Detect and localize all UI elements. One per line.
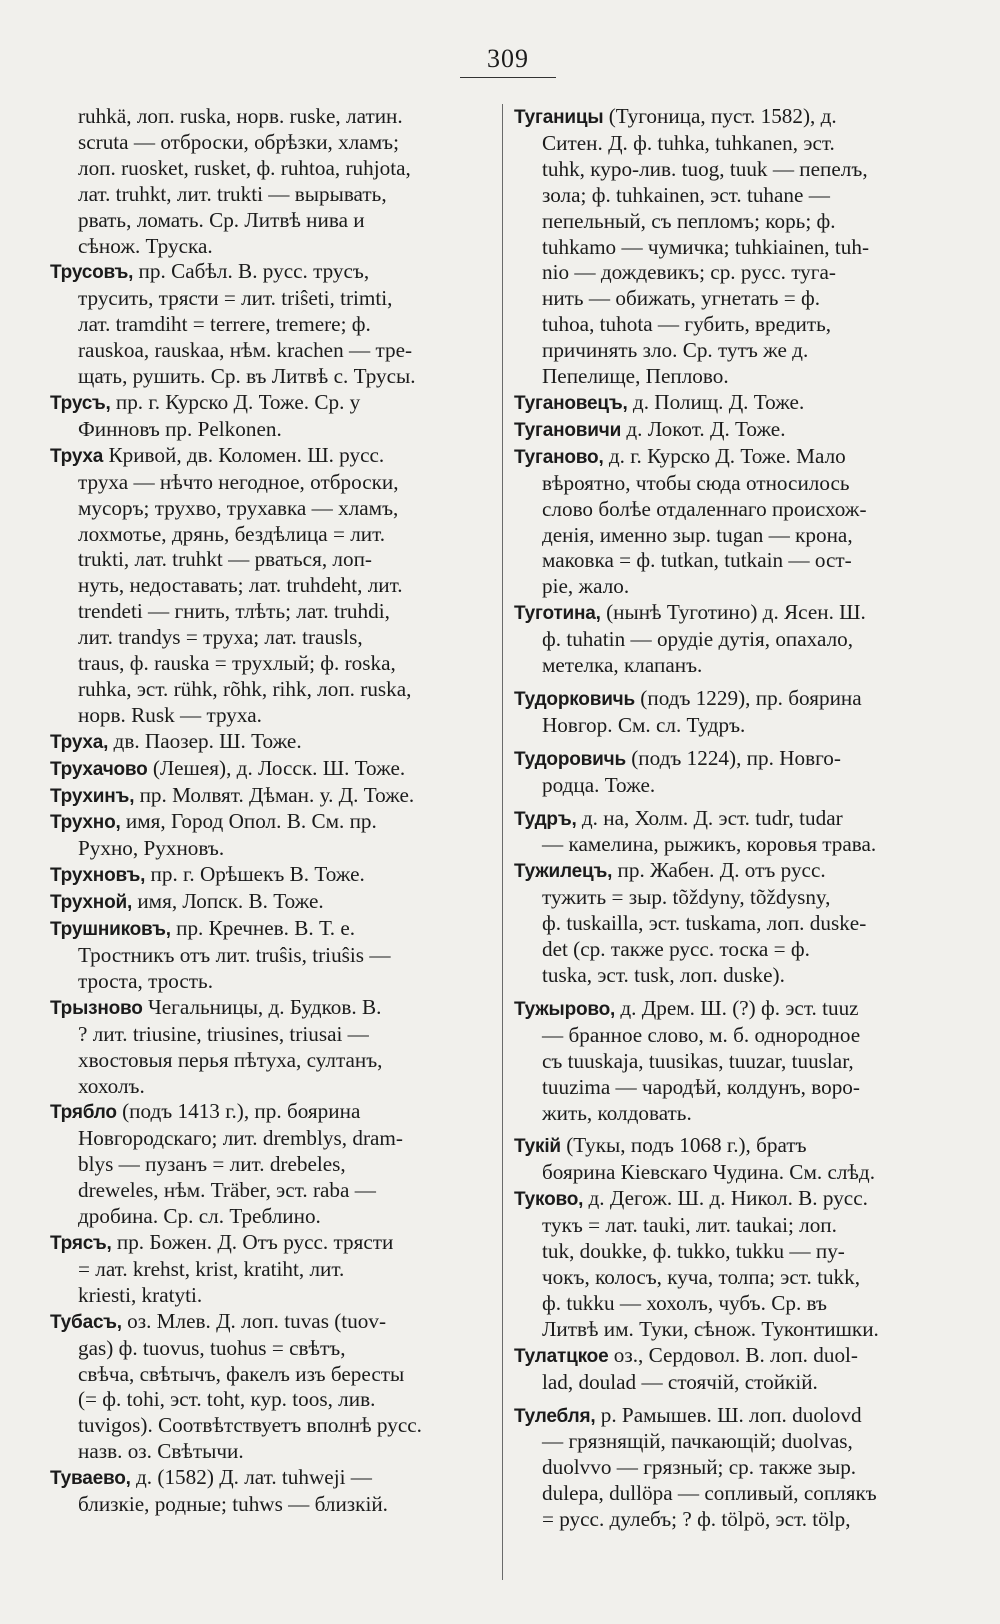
entry-text: ? лит. triusine, triusines, triusai — — [78, 1021, 369, 1046]
text-line — [514, 574, 918, 600]
entry-headword: Трусовъ, — [50, 262, 134, 284]
text-line — [514, 1213, 918, 1239]
entry-headword: Трусъ, — [50, 392, 111, 414]
text-line — [50, 969, 454, 995]
entry-text: (подъ 1229), пр. боярина — [635, 685, 862, 710]
text-line — [514, 183, 918, 209]
entry-text: д. Дрем. Ш. (?) ф. эст. tuuz — [615, 995, 859, 1020]
entry-line — [514, 746, 918, 773]
entry-headword: Тужырово, — [514, 998, 616, 1020]
entry-text: нить — обижать, угнетать = ф. — [542, 286, 820, 311]
text-line — [514, 937, 918, 963]
right-column — [514, 104, 918, 1533]
entry-text: д. Локот. Д. Тоже. — [621, 416, 786, 441]
entry-text: ruhka, эст. rühk, rõhk, rihk, лоп. ruska, — [78, 676, 412, 701]
entry-line — [514, 417, 918, 444]
text-line — [514, 773, 918, 799]
entry-text: Тростникъ отъ лит. truŝis, triuŝis — — [78, 943, 391, 967]
entry-line — [50, 889, 454, 916]
entry-text: д. на, Холм. Д. эст. tudr, tudar — [576, 805, 843, 830]
text-line — [514, 911, 918, 937]
entry-line — [50, 1465, 454, 1492]
entry-text: слово болѣе отдаленнаго происхож- — [542, 496, 867, 521]
entry-text: duolvvo — грязный; ср. также зыр. — [542, 1455, 857, 1480]
text-line — [514, 364, 918, 390]
entry-line — [50, 783, 454, 810]
entry-line — [50, 809, 454, 836]
entry-line — [50, 916, 454, 943]
text-line — [514, 627, 918, 653]
entry-text: Новгор. См. сл. Тудръ. — [542, 712, 746, 737]
text-line — [50, 943, 454, 969]
entry-headword: Трызново — [50, 997, 143, 1019]
entry-text: Финновъ пр. Pelkonen. — [78, 416, 282, 441]
entry-text: Чегальницы, д. Будков. В. — [142, 994, 382, 1019]
entry-text: ріе, жало. — [542, 574, 630, 599]
text-line — [50, 677, 454, 703]
text-line — [514, 1317, 918, 1343]
entry-text: Рухно, Рухновъ. — [78, 836, 225, 861]
text-line — [514, 497, 918, 523]
entry-text: мусоръ; трухво, трухавка — хламъ, — [78, 495, 399, 520]
entry-text: троста, трость. — [78, 968, 214, 993]
text-line — [50, 1022, 454, 1048]
text-line — [514, 1429, 918, 1455]
entry-line — [514, 600, 918, 627]
entry-text: д. Дегож. Ш. д. Никол. В. русс. — [583, 1186, 868, 1211]
entry-text: пр. Кречнев. В. Т. е. — [170, 916, 356, 941]
text-line — [514, 1023, 918, 1049]
entry-text: р. Рамышев. Ш. лоп. duolovd — [595, 1402, 862, 1427]
text-line — [514, 885, 918, 911]
entry-headword: Тудорковичь — [514, 688, 635, 710]
text-line — [514, 286, 918, 312]
text-line — [50, 312, 454, 338]
entry-line — [50, 1099, 454, 1126]
entry-line — [50, 995, 454, 1022]
entry-text: ф. tuhatin — орудіе дутія, опахало, — [542, 627, 854, 652]
entry-text: dreweles, нѣм. Träber, эст. raba — — [78, 1178, 376, 1203]
entry-text: (подъ 1413 г.), пр. боярина — [116, 1099, 361, 1124]
entry-headword: Туково, — [514, 1189, 584, 1211]
entry-text: det (ср. также русс. тоска = ф. — [542, 937, 810, 962]
entry-text: назв. оз. Свѣтычи. — [78, 1439, 244, 1464]
entry-text: tuvigos). Соотвѣтствуетъ вполнѣ русс. — [78, 1413, 422, 1438]
text-line — [514, 1101, 918, 1127]
entry-text: = лат. krehst, krist, kratiht, лит. — [78, 1256, 345, 1281]
entry-text: ф. tuskailla, эст. tuskama, лоп. duske- — [542, 911, 867, 936]
entry-text: лат. tramdiht = terrere, tremere; ф. — [78, 312, 371, 337]
entry-text: lad, doulad — стоячій, стойкій. — [542, 1369, 818, 1394]
text-line — [50, 573, 454, 599]
entry-text: nio — дождевикъ; ср. русс. туга- — [542, 260, 836, 285]
text-line — [50, 1074, 454, 1100]
entry-line — [50, 1230, 454, 1257]
entry-line — [50, 756, 454, 783]
text-line — [50, 496, 454, 522]
entry-text: пр. г. Курско Д. Тоже. Ср. у — [110, 389, 361, 414]
entry-text: оз. Млев. Д. лоп. tuvas (tuov- — [121, 1308, 387, 1333]
entry-headword: Туготина, — [514, 603, 601, 625]
text-line — [50, 234, 454, 260]
text-line — [50, 130, 454, 156]
entry-headword: Трухинъ, — [50, 785, 135, 807]
entry-headword: Трушниковъ, — [50, 919, 171, 941]
entry-text: dulepa, dullöpa — сопливый, соплякъ — [542, 1481, 877, 1506]
text-line — [514, 260, 918, 286]
entry-text: Пепелище, Пеплово. — [542, 364, 729, 389]
text-line — [50, 208, 454, 234]
entry-text: съ tuuskaja, tuusikas, tuuzar, tuuslar, — [542, 1048, 854, 1073]
entry-text: маковка = ф. tutkan, tutkain — ост- — [542, 548, 852, 573]
entry-text: Новгородскаго; лит. dremblys, dram- — [78, 1126, 403, 1151]
header-rule — [460, 77, 556, 78]
text-line — [50, 1283, 454, 1309]
entry-line — [514, 104, 918, 131]
entry-headword: Тулебля, — [514, 1405, 596, 1427]
text-line — [50, 522, 454, 548]
entry-text: лоп. ruosket, rusket, ф. ruhtoa, ruhjota, — [78, 155, 411, 180]
entry-text: (Тугоница, пуст. 1582), д. — [603, 104, 837, 128]
entry-text: tuhoa, tuhota — губить, вредить, — [542, 312, 832, 337]
text-line — [514, 653, 918, 679]
entry-text: лохмотье, дрянь, бездѣлица = лит. — [78, 521, 386, 546]
entry-text: scruta — отброски, обрѣзки, хламъ; — [78, 129, 399, 154]
entry-headword: Тукій — [514, 1136, 561, 1158]
entry-line — [50, 443, 454, 470]
entry-text: пр. г. Орѣшекъ В. Тоже. — [145, 862, 365, 887]
text-line — [514, 157, 918, 183]
text-line — [514, 548, 918, 574]
entry-text: имя, Лопск. В. Тоже. — [132, 889, 324, 914]
text-line — [50, 364, 454, 390]
text-line — [514, 1049, 918, 1075]
entry-text: ruhkä, лоп. ruska, норв. ruske, латин. — [78, 104, 403, 128]
entry-headword: Тужилецъ, — [514, 861, 613, 883]
text-line — [514, 1160, 918, 1186]
text-line — [50, 286, 454, 312]
text-line — [514, 832, 918, 858]
text-line — [514, 1265, 918, 1291]
entry-headword: Тулатцкое — [514, 1345, 609, 1367]
entry-line — [50, 390, 454, 417]
page-number: 309 — [487, 44, 529, 73]
entry-text: денія, именно зыр. tugan — крона, — [542, 522, 853, 547]
entry-text: рвать, ломать. Ср. Литвѣ нива и — [78, 207, 365, 232]
entry-line — [514, 444, 918, 471]
text-line — [50, 1362, 454, 1388]
entry-text: труха — нѣчто негодное, отброски, — [78, 469, 399, 494]
text-line — [514, 1239, 918, 1265]
text-line — [514, 1291, 918, 1317]
entry-text: (Лешея), д. Лосск. Ш. Тоже. — [147, 755, 406, 780]
entry-text: — бранное слово, м. б. однородное — [542, 1022, 861, 1047]
entry-headword: Трухновъ, — [50, 865, 146, 887]
text-line — [50, 599, 454, 625]
entry-text: trendeti — гнить, тлѣть; лат. truhdi, — [78, 599, 390, 624]
entry-text: тужить = зыр. tõždyny, tõždysny, — [542, 885, 831, 910]
entry-text: Литвѣ им. Туки, сѣнож. Туконтишки. — [542, 1316, 879, 1341]
entry-text: Ситен. Д. ф. tuhka, tuhkanen, эст. — [542, 130, 835, 155]
text-line — [514, 523, 918, 549]
entry-text: свѣча, свѣтычъ, факелъ изъ бересты — [78, 1361, 405, 1386]
text-line — [514, 1075, 918, 1101]
entry-headword: Трябло — [50, 1102, 117, 1124]
entry-text: зола; ф. tuhkainen, эст. tuhane — — [542, 182, 830, 207]
text-line — [50, 1492, 454, 1518]
entry-headword: Тудръ, — [514, 808, 577, 830]
entry-headword: Туганицы — [514, 107, 604, 128]
entry-line — [514, 1133, 918, 1160]
entry-text: ф. tukku — хохолъ, чубъ. Ср. въ — [542, 1290, 827, 1315]
entry-line — [50, 259, 454, 286]
entry-text: пр. Жабен. Д. отъ русс. — [612, 858, 826, 883]
entry-text: gas) ф. tuovus, tuohus = свѣтъ, — [78, 1335, 346, 1360]
text-line — [50, 1204, 454, 1230]
entry-text: трусить, трясти = лит. triŝeti, trimti, — [78, 286, 393, 311]
entry-text: tuk, doukke, ф. tukko, tukku — пу- — [542, 1239, 845, 1264]
entry-line — [50, 862, 454, 889]
entry-text: kriesti, kratyti. — [78, 1282, 203, 1307]
entry-text: хвостовыя перья пѣтуха, султанъ, — [78, 1047, 383, 1072]
entry-line — [50, 729, 454, 756]
text-line — [50, 625, 454, 651]
text-line — [50, 547, 454, 573]
entry-text: близкіе, родные; tuhws — близкій. — [78, 1492, 388, 1517]
entry-text: blys — пузанъ = лит. drebeles, — [78, 1152, 346, 1177]
entry-text: — камелина, рыжикъ, коровья трава. — [542, 832, 877, 857]
entry-text: жить, колдовать. — [542, 1100, 692, 1125]
entry-text: оз., Сердовол. В. лоп. duol- — [608, 1342, 858, 1367]
entry-headword: Тугановецъ, — [514, 392, 628, 414]
entry-text: tuhk, куро-лив. tuog, tuuk — пепелъ, — [542, 156, 868, 181]
entry-headword: Тудоровичь — [514, 748, 626, 770]
text-line — [50, 1178, 454, 1204]
text-line — [50, 703, 454, 729]
entry-headword: Труха — [50, 445, 104, 467]
entry-text: вѣроятно, чтобы сюда относилось — [542, 470, 850, 495]
entry-text: (нынѣ Туготино) д. Ясен. Ш. — [600, 600, 866, 625]
text-line — [514, 312, 918, 338]
text-line — [50, 470, 454, 496]
entry-text: (= ф. tohi, эст. toht, кур. toos, лив. — [78, 1387, 376, 1412]
text-line — [50, 1439, 454, 1465]
text-line — [50, 836, 454, 862]
entry-text: (подъ 1224), пр. Новго- — [625, 745, 841, 770]
entry-text: дробина. Ср. сл. Треблино. — [78, 1204, 321, 1229]
entry-text: тукъ = лат. tauki, лит. taukai; лоп. — [542, 1213, 837, 1238]
entry-text: боярина Кіевскаго Чудина. См. слѣд. — [542, 1160, 875, 1185]
text-line — [50, 182, 454, 208]
text-line — [514, 209, 918, 235]
entry-text: д. г. Курско Д. Тоже. Мало — [603, 443, 846, 468]
entry-line — [514, 686, 918, 713]
entry-text: tuhkamo — чумичка; tuhkiainen, tuh- — [542, 234, 870, 259]
entry-text: д. Полищ. Д. Тоже. — [627, 389, 805, 414]
entry-text: rauskoa, rauskaa, нѣм. krachen — тре- — [78, 338, 413, 363]
text-line — [514, 1507, 918, 1533]
entry-text: дв. Паозер. Ш. Тоже. — [108, 728, 302, 753]
entry-headword: Трухной, — [50, 892, 133, 914]
entry-headword: Тубасъ, — [50, 1311, 122, 1333]
text-line — [514, 1455, 918, 1481]
text-line — [514, 235, 918, 261]
entry-text: родца. Тоже. — [542, 772, 656, 797]
entry-headword: Трясъ, — [50, 1232, 112, 1254]
text-line — [514, 1481, 918, 1507]
entry-text: (Тукы, подъ 1068 г.), братъ — [560, 1133, 807, 1158]
text-line — [50, 1152, 454, 1178]
entry-text: хохолъ. — [78, 1073, 145, 1098]
entry-line — [514, 996, 918, 1023]
entry-text: д. (1582) Д. лат. tuhweji — — [130, 1465, 372, 1490]
entry-line — [514, 390, 918, 417]
entry-text: пр. Сабѣл. В. русс. трусъ, — [133, 259, 370, 284]
entry-headword: Труха, — [50, 731, 109, 753]
entry-text: сѣнож. Труска. — [78, 233, 213, 258]
left-column — [50, 104, 454, 1518]
entry-text: лит. trandys = труха; лат. trausls, — [78, 625, 363, 650]
entry-line — [50, 1309, 454, 1336]
entry-text: = русс. дулебъ; ? ф. tölpö, эст. tölp, — [542, 1507, 851, 1532]
entry-text: — грязнящій, пачкающій; duolvas, — [542, 1429, 853, 1454]
entry-text: traus, ф. rauska = трухлый; ф. roska, — [78, 651, 396, 676]
entry-text: нуть, недоставать; лат. truhdeht, лит. — [78, 573, 403, 598]
entry-text: лат. truhkt, лит. trukti — вырывать, — [78, 181, 387, 206]
text-line — [50, 1387, 454, 1413]
entry-text: tuska, эст. tusk, лоп. duske). — [542, 963, 785, 987]
entry-line — [514, 858, 918, 885]
entry-line — [514, 806, 918, 833]
entry-line — [514, 1343, 918, 1370]
text-line — [514, 1370, 918, 1396]
text-line — [50, 651, 454, 677]
text-line — [50, 156, 454, 182]
entry-text: Кривой, дв. Коломен. Ш. русс. — [103, 442, 385, 467]
entry-headword: Туганово, — [514, 446, 604, 468]
text-line — [50, 1048, 454, 1074]
entry-text: trukti, лат. truhkt — рваться, лоп- — [78, 547, 372, 572]
text-line — [514, 338, 918, 364]
text-line — [514, 963, 918, 989]
text-line — [50, 1413, 454, 1439]
text-line — [50, 104, 454, 130]
entry-line — [514, 1186, 918, 1213]
text-line — [50, 1126, 454, 1152]
entry-text: пепельный, съ пепломъ; корь; ф. — [542, 208, 836, 233]
entry-headword: Трухно, — [50, 812, 121, 834]
text-line — [514, 131, 918, 157]
entry-headword: Тугановичи — [514, 419, 622, 441]
entry-text: пр. Божен. Д. Отъ русс. трясти — [111, 1229, 394, 1254]
entry-text: имя, Город Опол. В. См. пр. — [120, 809, 377, 834]
entry-text: tuuzima — чародѣй, колдунъ, воро- — [542, 1074, 860, 1099]
entry-text: пр. Молвят. Дѣман. у. Д. Тоже. — [134, 782, 415, 807]
entry-line — [514, 1403, 918, 1430]
entry-headword: Туваево, — [50, 1468, 131, 1490]
entry-text: чокъ, колосъ, куча, толпа; эст. tukk, — [542, 1264, 861, 1289]
entry-text: норв. Rusk — труха. — [78, 702, 262, 727]
text-line — [514, 713, 918, 739]
entry-text: щать, рушить. Ср. въ Литвѣ с. Трусы. — [78, 364, 416, 389]
text-line — [50, 1336, 454, 1362]
column-divider — [502, 104, 503, 1580]
entry-text: причинять зло. Ср. тутъ же д. — [542, 338, 809, 363]
entry-headword: Трухачово — [50, 758, 148, 780]
text-line — [50, 338, 454, 364]
entry-text: метелка, клапанъ. — [542, 653, 703, 678]
text-line — [50, 1257, 454, 1283]
text-line — [514, 471, 918, 497]
text-line — [50, 417, 454, 443]
